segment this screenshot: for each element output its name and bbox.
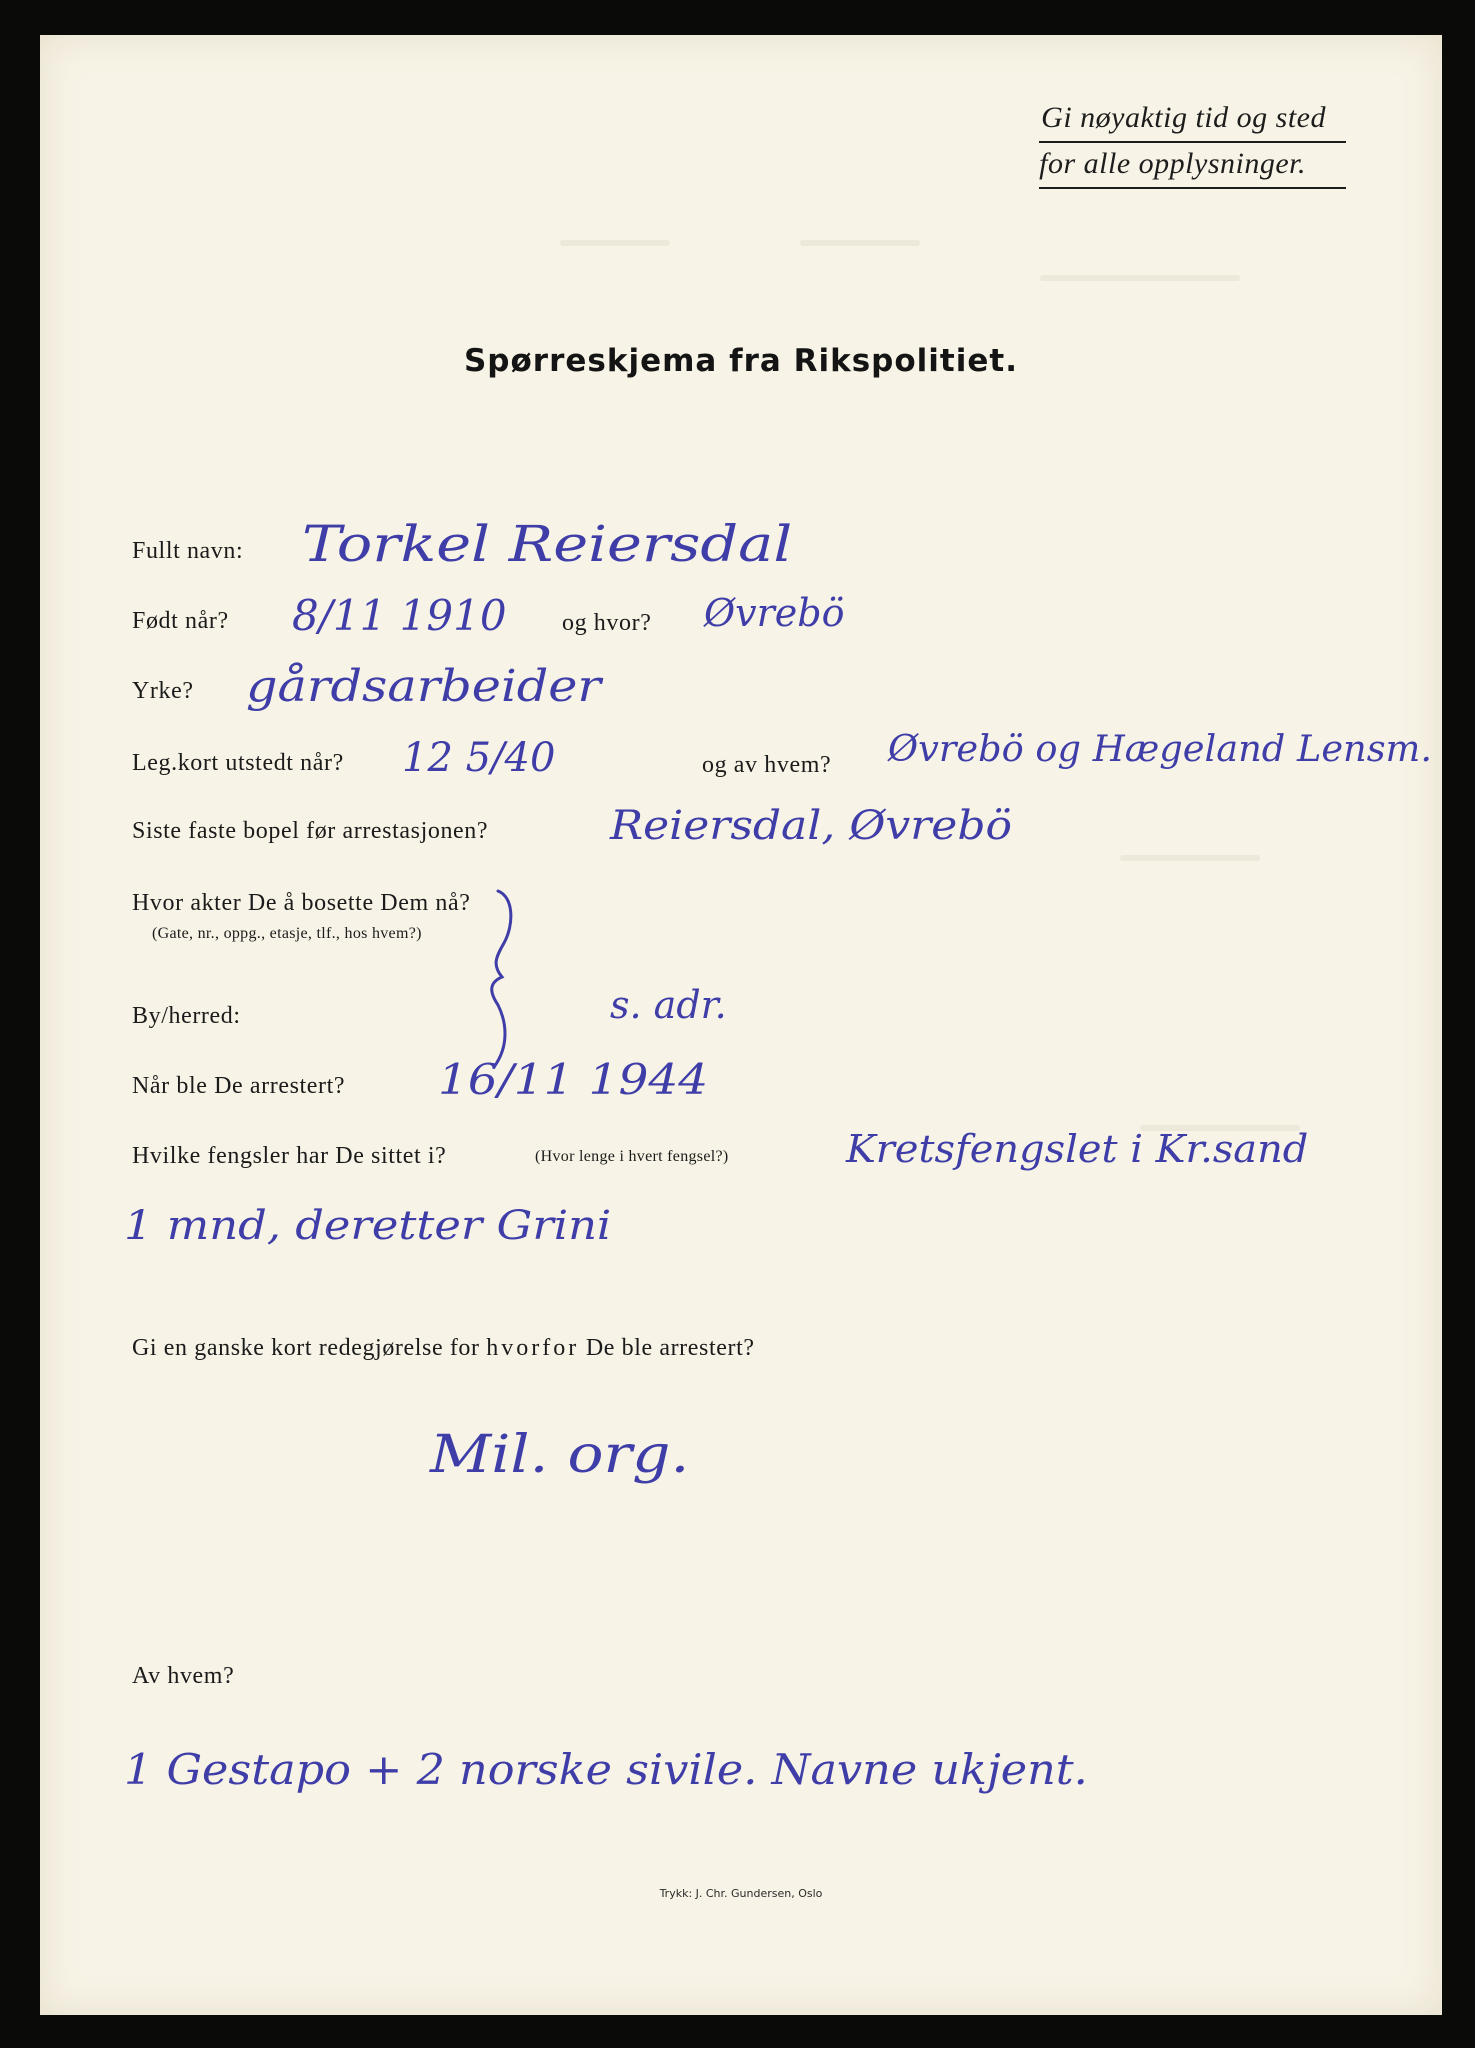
form-title: Spørreskjema fra Rikspolitiet. xyxy=(463,343,1018,379)
label-id-card-issued: Leg.kort utstedt når? xyxy=(132,750,344,776)
label-occupation: Yrke? xyxy=(132,678,194,704)
answer-arrest-reason: Mil. org. xyxy=(430,1425,690,1485)
answer-occupation: gårdsarbeider xyxy=(246,661,602,712)
printer-imprint: Trykk: J. Chr. Gundersen, Oslo xyxy=(659,1887,823,1900)
label-last-residence: Siste faste bopel før arrestasjonen? xyxy=(132,818,489,844)
bleed-through-mark xyxy=(560,240,670,246)
answer-intended-residence: s. adr. xyxy=(610,983,727,1027)
answer-born-where: Øvrebö xyxy=(704,591,845,635)
label-prisons: Hvilke fengsler har De sittet i? xyxy=(132,1143,447,1169)
handwritten-brace xyxy=(480,885,540,1075)
label-born-when: Født når? xyxy=(132,608,229,634)
answer-id-card-issued: 12 5/40 xyxy=(402,735,556,781)
label-arrested-by: Av hvem? xyxy=(132,1663,235,1689)
label-born-where: og hvor? xyxy=(562,610,652,636)
label-city: By/herred: xyxy=(132,1003,241,1029)
bleed-through-mark xyxy=(1120,855,1260,861)
label-arrest-reason-post: De ble arrestert? xyxy=(585,1335,755,1361)
answer-prisons-line-1: Kretsfengslet i Kr.sand xyxy=(846,1127,1309,1171)
label-intended-residence-hint: (Gate, nr., oppg., etasje, tlf., hos hvem?) xyxy=(152,925,422,942)
instruction-line-2: for alle opplysninger. xyxy=(1039,143,1346,189)
label-full-name: Fullt navn: xyxy=(132,538,244,564)
answer-prisons-line-2: 1 mnd, deretter Grini xyxy=(124,1203,612,1249)
label-arrest-date: Når ble De arrestert? xyxy=(132,1073,346,1099)
answer-full-name: Torkel Reiersdal xyxy=(302,515,793,573)
label-prisons-hint: (Hvor lenge i hvert fengsel?) xyxy=(535,1148,729,1165)
answer-arrest-date: 16/11 1944 xyxy=(438,1055,709,1104)
label-issued-by: og av hvem? xyxy=(702,752,832,778)
bleed-through-mark xyxy=(1040,275,1240,281)
answer-born-when: 8/11 1910 xyxy=(292,591,507,640)
bleed-through-mark xyxy=(800,240,920,246)
label-arrest-reason xyxy=(132,1335,755,1362)
form-sheet xyxy=(40,35,1442,2015)
answer-issued-by: Øvrebö og Hægeland Lensm. xyxy=(888,729,1433,770)
answer-arrested-by: 1 Gestapo + 2 norske sivile. Navne ukjent. xyxy=(124,1745,1088,1794)
label-intended-residence: Hvor akter De å bosette Dem nå? xyxy=(132,890,471,916)
label-arrest-reason-pre: Gi en ganske kort redegjørelse for xyxy=(132,1335,480,1361)
answer-last-residence: Reiersdal, Øvrebö xyxy=(610,803,1012,849)
instruction-note xyxy=(1039,97,1346,189)
instruction-line-1: Gi nøyaktig tid og sted xyxy=(1039,97,1346,143)
label-arrest-reason-why: hvorfor xyxy=(486,1335,580,1361)
